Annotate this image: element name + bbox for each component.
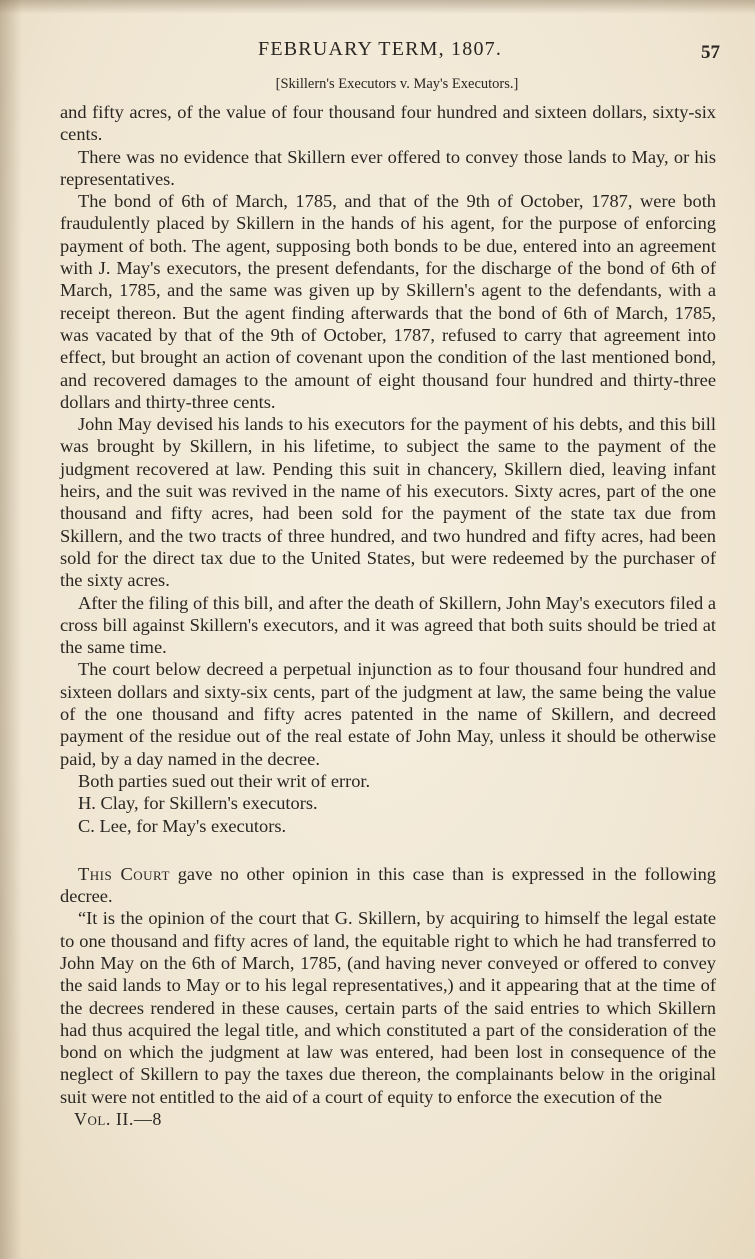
opinion-intro: [60, 863, 716, 908]
volume-signature: Vol. II.—8: [74, 1109, 162, 1130]
counsel-may: C. Lee, for May's executors.: [78, 815, 287, 836]
paragraph-6: The court below decreed a perpetual injunction as to four thousand four hundred and sixteen dollars and sixty-six cents, part of the judgment at law, the same being the value of the one thousand and fifty acres patented in the name of Skillern, and decreed payment of the residue out of the real estate of John May, unless it should be otherwise paid, by a day named in the decree.: [60, 659, 716, 769]
writ-of-error-line: Both parties sued out their writ of error.: [78, 770, 371, 791]
paragraph-3: The bond of 6th of March, 1785, and that of the 9th of October, 1787, were both fraudulently placed by Skillern in the hands of his agent, for the purpose of enforcing payment of both. The agent, supposing both bonds to be due, entered into an agreement with J. May's executors, the present defendants, for the discharge of the bond of 6th of March, 1785, and the same was given up by Skillern's agent to the defendants, with a receipt thereon. But the agent finding afterwards that the bond of 6th of March, 1785, was vacated by that of the 9th of October, 1787, refused to carry that agreement into effect, but brought an action of covenant upon the condition of the last mentioned bond, and recovered damages to the amount of eight thousand four hundred and thirty-three dollars and thirty-three cents.: [60, 191, 716, 412]
paragraph-2: There was no evidence that Skillern ever offered to convey those lands to May, or his representatives.: [60, 146, 716, 189]
section-gap: [60, 837, 716, 863]
page-number: 57: [701, 42, 720, 63]
paragraph-1: and fifty acres, of the value of four thousand four hundred and sixteen dollars, sixty-six cents.: [60, 102, 716, 145]
case-caption: [Skillern's Executors v. May's Executors.]: [275, 76, 519, 92]
page-top-shadow: [0, 0, 755, 14]
paragraph-5: After the filing of this bill, and after the death of Skillern, John May's executors filed a cross bill against Skillern's executors, and it was agreed that both suits should be tried at the same time.: [60, 592, 716, 658]
signature-mark: [74, 1108, 716, 1130]
page-edge-shadow: [0, 0, 22, 1259]
counsel-skillern: H. Clay, for Skillern's executors.: [78, 793, 318, 814]
header-title: FEBRUARY TERM, 1807.: [258, 38, 503, 60]
opinion-intro-text: gave no other opinion in this case than is expressed in the following decree.: [60, 863, 717, 907]
running-header: [60, 36, 720, 66]
court-lead: This Court: [78, 863, 170, 884]
paragraph-4: John May devised his lands to his executors for the payment of his debts, and this bill was brought by Skillern, in his lifetime, to subject the same to the payment of the judgment recovered at law. Pending this suit in chancery, Skillern died, leaving infant heirs, and the suit was revived in the name of his executors. Sixty acres, part of the one thousand and fifty acres, had been sold for the payment of the state tax due from Skillern, and the two tracts of three hundred, and two hundred and fifty acres, had been sold for the direct tax due to the United States, but were redeemed by the purchaser of the sixty acres.: [60, 414, 716, 591]
document-page: [60, 36, 720, 1130]
decree-text: “It is the opinion of the court that G. Skillern, by acquiring to himself the legal estate to one thousand and fifty acres of land, the equitable right to which he had transferred to John May on the 6th of March, 1785, (and having never conveyed or offered to convey the said lands to May or to his legal representatives,) and it appearing that at the time of the decrees rendered in these causes, certain parts of the said entries to which Skillern had thus acquired the legal title, and which constituted a part of the consideration of the bond on which the judgment at law was entered, had been lost in consequence of the neglect of Skillern to pay the taxes due thereon, the complainants below in the original suit were not entitled to the aid of a court of equity to enforce the execution of the: [60, 908, 716, 1107]
